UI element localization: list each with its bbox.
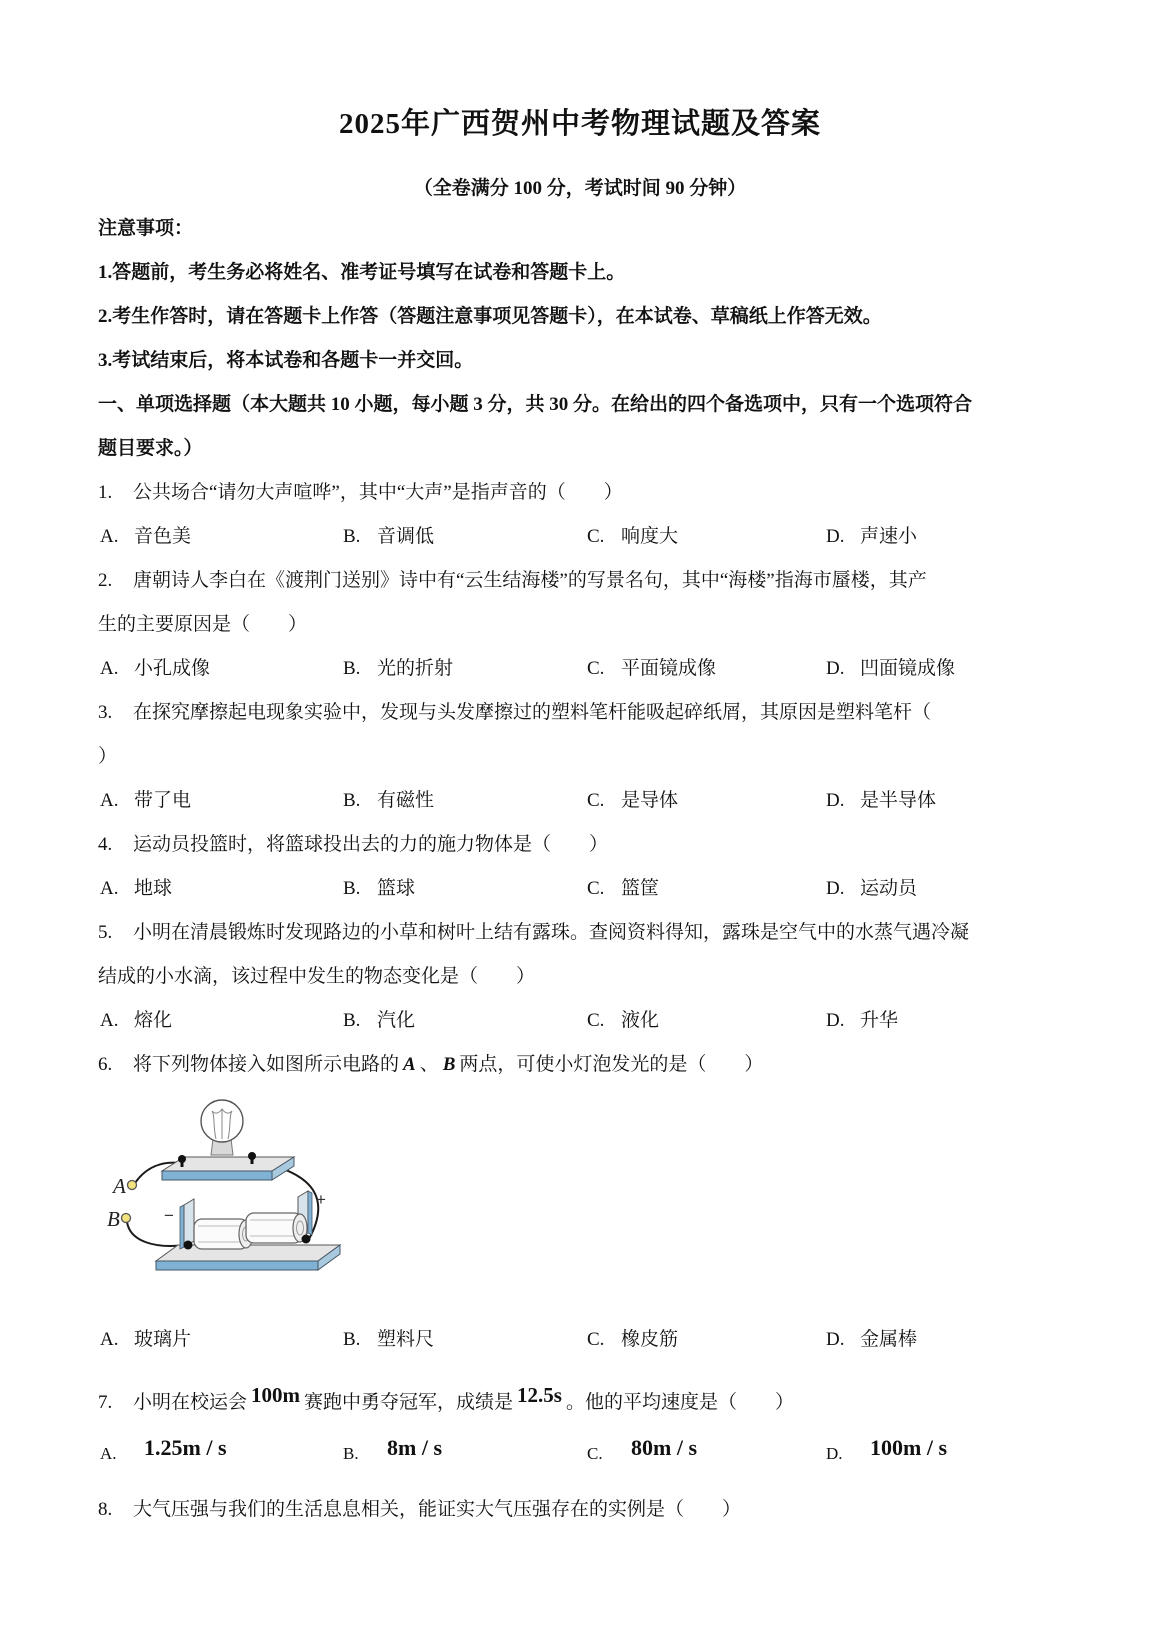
option-6a: A. 玻璃片 [100,1329,192,1350]
option-3c: C. 是导体 [587,790,679,811]
distance-value: 100m [251,1383,301,1407]
option-3a: A. 带了电 [100,790,192,811]
option-4c: C. 篮筐 [587,878,660,899]
option-6c: C. 橡皮筋 [587,1329,679,1350]
question-7-text-pre: 小明在校运会 [133,1392,248,1413]
option-4b: B. 篮球 [343,878,416,899]
question-5-stem-line-1 [98,911,1062,955]
question-8-number: 8. [98,1499,113,1520]
option-1a: A. 音色美 [100,526,192,547]
option-1c: C. 响度大 [587,526,679,547]
option-2c: C. 平面镜成像 [587,658,717,679]
question-7-number: 7. [98,1392,113,1413]
option-5b: B. 汽化 [343,1010,416,1031]
question-6-text-pre: 将下列物体接入如图所示电路的 [133,1054,400,1075]
option-3b: B. 有磁性 [343,790,435,811]
question-1-text: 公共场合“请勿大声喧哗”，其中“大声”是指声音的（ ） [133,482,623,503]
page-title: 2025年广西贺州中考物理试题及答案 [338,108,821,140]
question-1-options [98,515,1062,559]
section-heading-line-1: 一、单项选择题（本大题共 10 小题，每小题 3 分，共 30 分。在给出的四个备选项中，只有一个选项符合 [98,394,973,415]
question-5-options [98,999,1062,1043]
question-8-text: 大气压强与我们的生活息息相关，能证实大气压强存在的实例是（ ） [133,1499,742,1520]
question-2-stem-line-2: 生的主要原因是（ ） [98,614,308,635]
question-6-options [98,1318,1062,1362]
option-2d: D. 凹面镜成像 [826,658,956,679]
circuit-diagram [106,1089,416,1284]
question-7-options [98,1430,1062,1478]
question-3-options [98,779,1062,823]
battery-cell-1 [194,1219,253,1249]
question-5-text-1: 小明在清晨锻炼时发现路边的小草和树叶上结有露珠。查阅资料得知，露珠是空气中的水蒸气遇冷凝 [133,922,970,943]
battery-holder-icon [156,1190,340,1270]
option-4a: A. 地球 [100,878,173,899]
question-7-stem [98,1376,1062,1428]
section-heading-line-2: 题目要求。） [98,438,203,459]
question-5-number: 5. [98,922,113,943]
note-line-2: 2.考生作答时，请在答题卡上作答（答题注意事项见答题卡），在本试卷、草稿纸上作答无效。 [98,306,882,327]
battery-plus-terminal [302,1235,311,1244]
option-1d: D. 声速小 [826,526,918,547]
question-7-text-post: 。他的平均速度是（ ） [565,1392,794,1413]
minus-sign-label: − [164,1206,174,1225]
option-6b: B. 塑料尺 [343,1329,435,1350]
terminal-a-label: A [113,1174,126,1198]
question-4-options [98,867,1062,911]
question-6-stem [98,1043,1062,1087]
option-7d: D. 100m / s [826,1435,947,1463]
option-5d: D. 升华 [826,1010,899,1031]
question-3-stem-line-1 [98,691,1062,735]
question-6-number: 6. [98,1054,113,1075]
option-6d: D. 金属棒 [826,1329,918,1350]
point-b-variable: B [442,1054,456,1075]
wire-b-to-minus [127,1222,186,1246]
terminal-b-label: B [107,1207,120,1231]
lamp-holder-icon [162,1152,294,1180]
option-2b: B. 光的折射 [343,658,454,679]
question-3-text-1: 在探究摩擦起电现象实验中，发现与头发摩擦过的塑料笔杆能吸起碎纸屑，其原因是塑料笔杆（ [133,702,932,723]
question-4-stem [98,823,1062,867]
option-4d: D. 运动员 [826,878,918,899]
option-7b: B. 8m / s [343,1435,442,1463]
terminal-a-point [128,1181,137,1190]
question-2-stem-line-1 [98,559,1062,603]
question-4-number: 4. [98,834,113,855]
circuit-figure [106,1089,1062,1284]
page-subtitle: （全卷满分 100 分，考试时间 90 分钟） [413,178,747,199]
option-5c: C. 液化 [587,1010,660,1031]
battery-minus-terminal [184,1241,193,1250]
question-6-text-post: 两点，可使小灯泡发光的是（ ） [459,1054,764,1075]
plus-sign-label: + [316,1190,326,1209]
battery-cell-2 [246,1213,307,1243]
notes-heading: 注意事项： [98,218,194,239]
question-2-text-1: 唐朝诗人李白在《渡荆门送别》诗中有“云生结海楼”的写景名句，其中“海楼”指海市蜃楼，其产 [133,570,927,591]
question-2-options [98,647,1062,691]
question-7-text-mid: 赛跑中勇夺冠军，成绩是 [304,1392,514,1413]
question-1-stem [98,471,1062,515]
question-3-stem-line-2: ） [98,746,118,767]
question-1-number: 1. [98,482,113,503]
terminal-b-point [122,1214,131,1223]
question-2-number: 2. [98,570,113,591]
question-4-text: 运动员投篮时，将篮球投出去的力的施力物体是（ ） [133,834,609,855]
option-2a: A. 小孔成像 [100,658,211,679]
note-line-1: 1.答题前，考生务必将姓名、准考证号填写在试卷和答题卡上。 [98,262,626,283]
question-6-separator: 、 [419,1054,439,1075]
question-5-stem-line-2: 结成的小水滴，该过程中发生的物态变化是（ ） [98,966,536,987]
question-3-number: 3. [98,702,113,723]
light-bulb-icon [201,1100,243,1155]
option-1b: B. 音调低 [343,526,435,547]
option-3d: D. 是半导体 [826,790,937,811]
option-7c: C. 80m / s [587,1435,697,1463]
option-5a: A. 熔化 [100,1010,173,1031]
point-a-variable: A [403,1054,416,1075]
option-7a: A. 1.25m / s [100,1435,227,1463]
question-8-stem [98,1488,1062,1532]
time-value: 12.5s [517,1383,562,1407]
note-line-3: 3.考试结束后，将本试卷和各题卡一并交回。 [98,350,474,371]
